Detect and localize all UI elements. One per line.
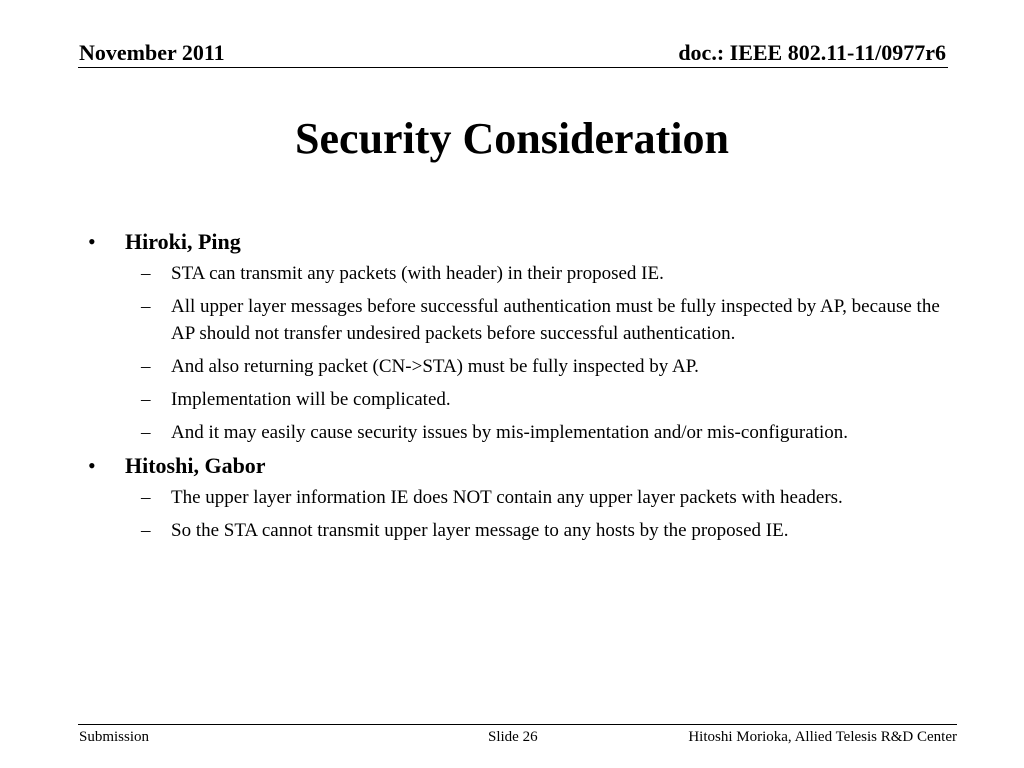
- slide-body: [88, 228, 948, 550]
- dash-icon: –: [141, 389, 151, 410]
- sub-bullet: [88, 419, 948, 446]
- dash-icon: –: [141, 296, 151, 317]
- bullet-dot-icon: •: [88, 229, 96, 254]
- sub-bullet-text: Implementation will be complicated.: [171, 389, 451, 410]
- sub-bullet-text: The upper layer information IE does NOT contain any upper layer packets with headers.: [171, 487, 843, 508]
- dash-icon: –: [141, 487, 151, 508]
- slide-title: Security Consideration: [295, 114, 729, 163]
- dash-icon: –: [141, 356, 151, 377]
- dash-icon: –: [141, 422, 151, 443]
- footer-divider: [78, 724, 957, 725]
- sub-bullet: [88, 353, 948, 380]
- bullet-heading: [88, 452, 948, 480]
- header-doc-id: doc.: IEEE 802.11-11/0977r6: [678, 40, 946, 65]
- sub-bullet: [88, 386, 948, 413]
- sub-bullet-text: And it may easily cause security issues by mis-implementation and/or mis-configuration.: [171, 422, 848, 443]
- sub-bullet-text: STA can transmit any packets (with header) in their proposed IE.: [171, 263, 664, 284]
- sub-bullet-text: All upper layer messages before successful authentication must be fully inspected by AP, because the AP should not transfer undesired packets before successful authentication.: [171, 296, 940, 344]
- header-divider: [78, 67, 948, 68]
- dash-icon: –: [141, 263, 151, 284]
- sub-bullet-text: And also returning packet (CN->STA) must be fully inspected by AP.: [171, 356, 699, 377]
- sub-bullet-text: So the STA cannot transmit upper layer message to any hosts by the proposed IE.: [171, 520, 789, 541]
- sub-bullet: [88, 484, 948, 511]
- header-date: November 2011: [79, 40, 225, 65]
- bullet-dot-icon: •: [88, 453, 96, 478]
- sub-bullet: [88, 517, 948, 544]
- bullet-heading-text: Hitoshi, Gabor: [125, 453, 266, 478]
- sub-bullet: [88, 260, 948, 287]
- dash-icon: –: [141, 520, 151, 541]
- footer-author: Hitoshi Morioka, Allied Telesis R&D Center: [688, 729, 957, 745]
- sub-bullet: [88, 293, 948, 347]
- bullet-heading: [88, 228, 948, 256]
- footer-slide-number: Slide 26: [488, 729, 538, 745]
- bullet-heading-text: Hiroki, Ping: [125, 229, 241, 254]
- footer-submission: Submission: [79, 729, 150, 745]
